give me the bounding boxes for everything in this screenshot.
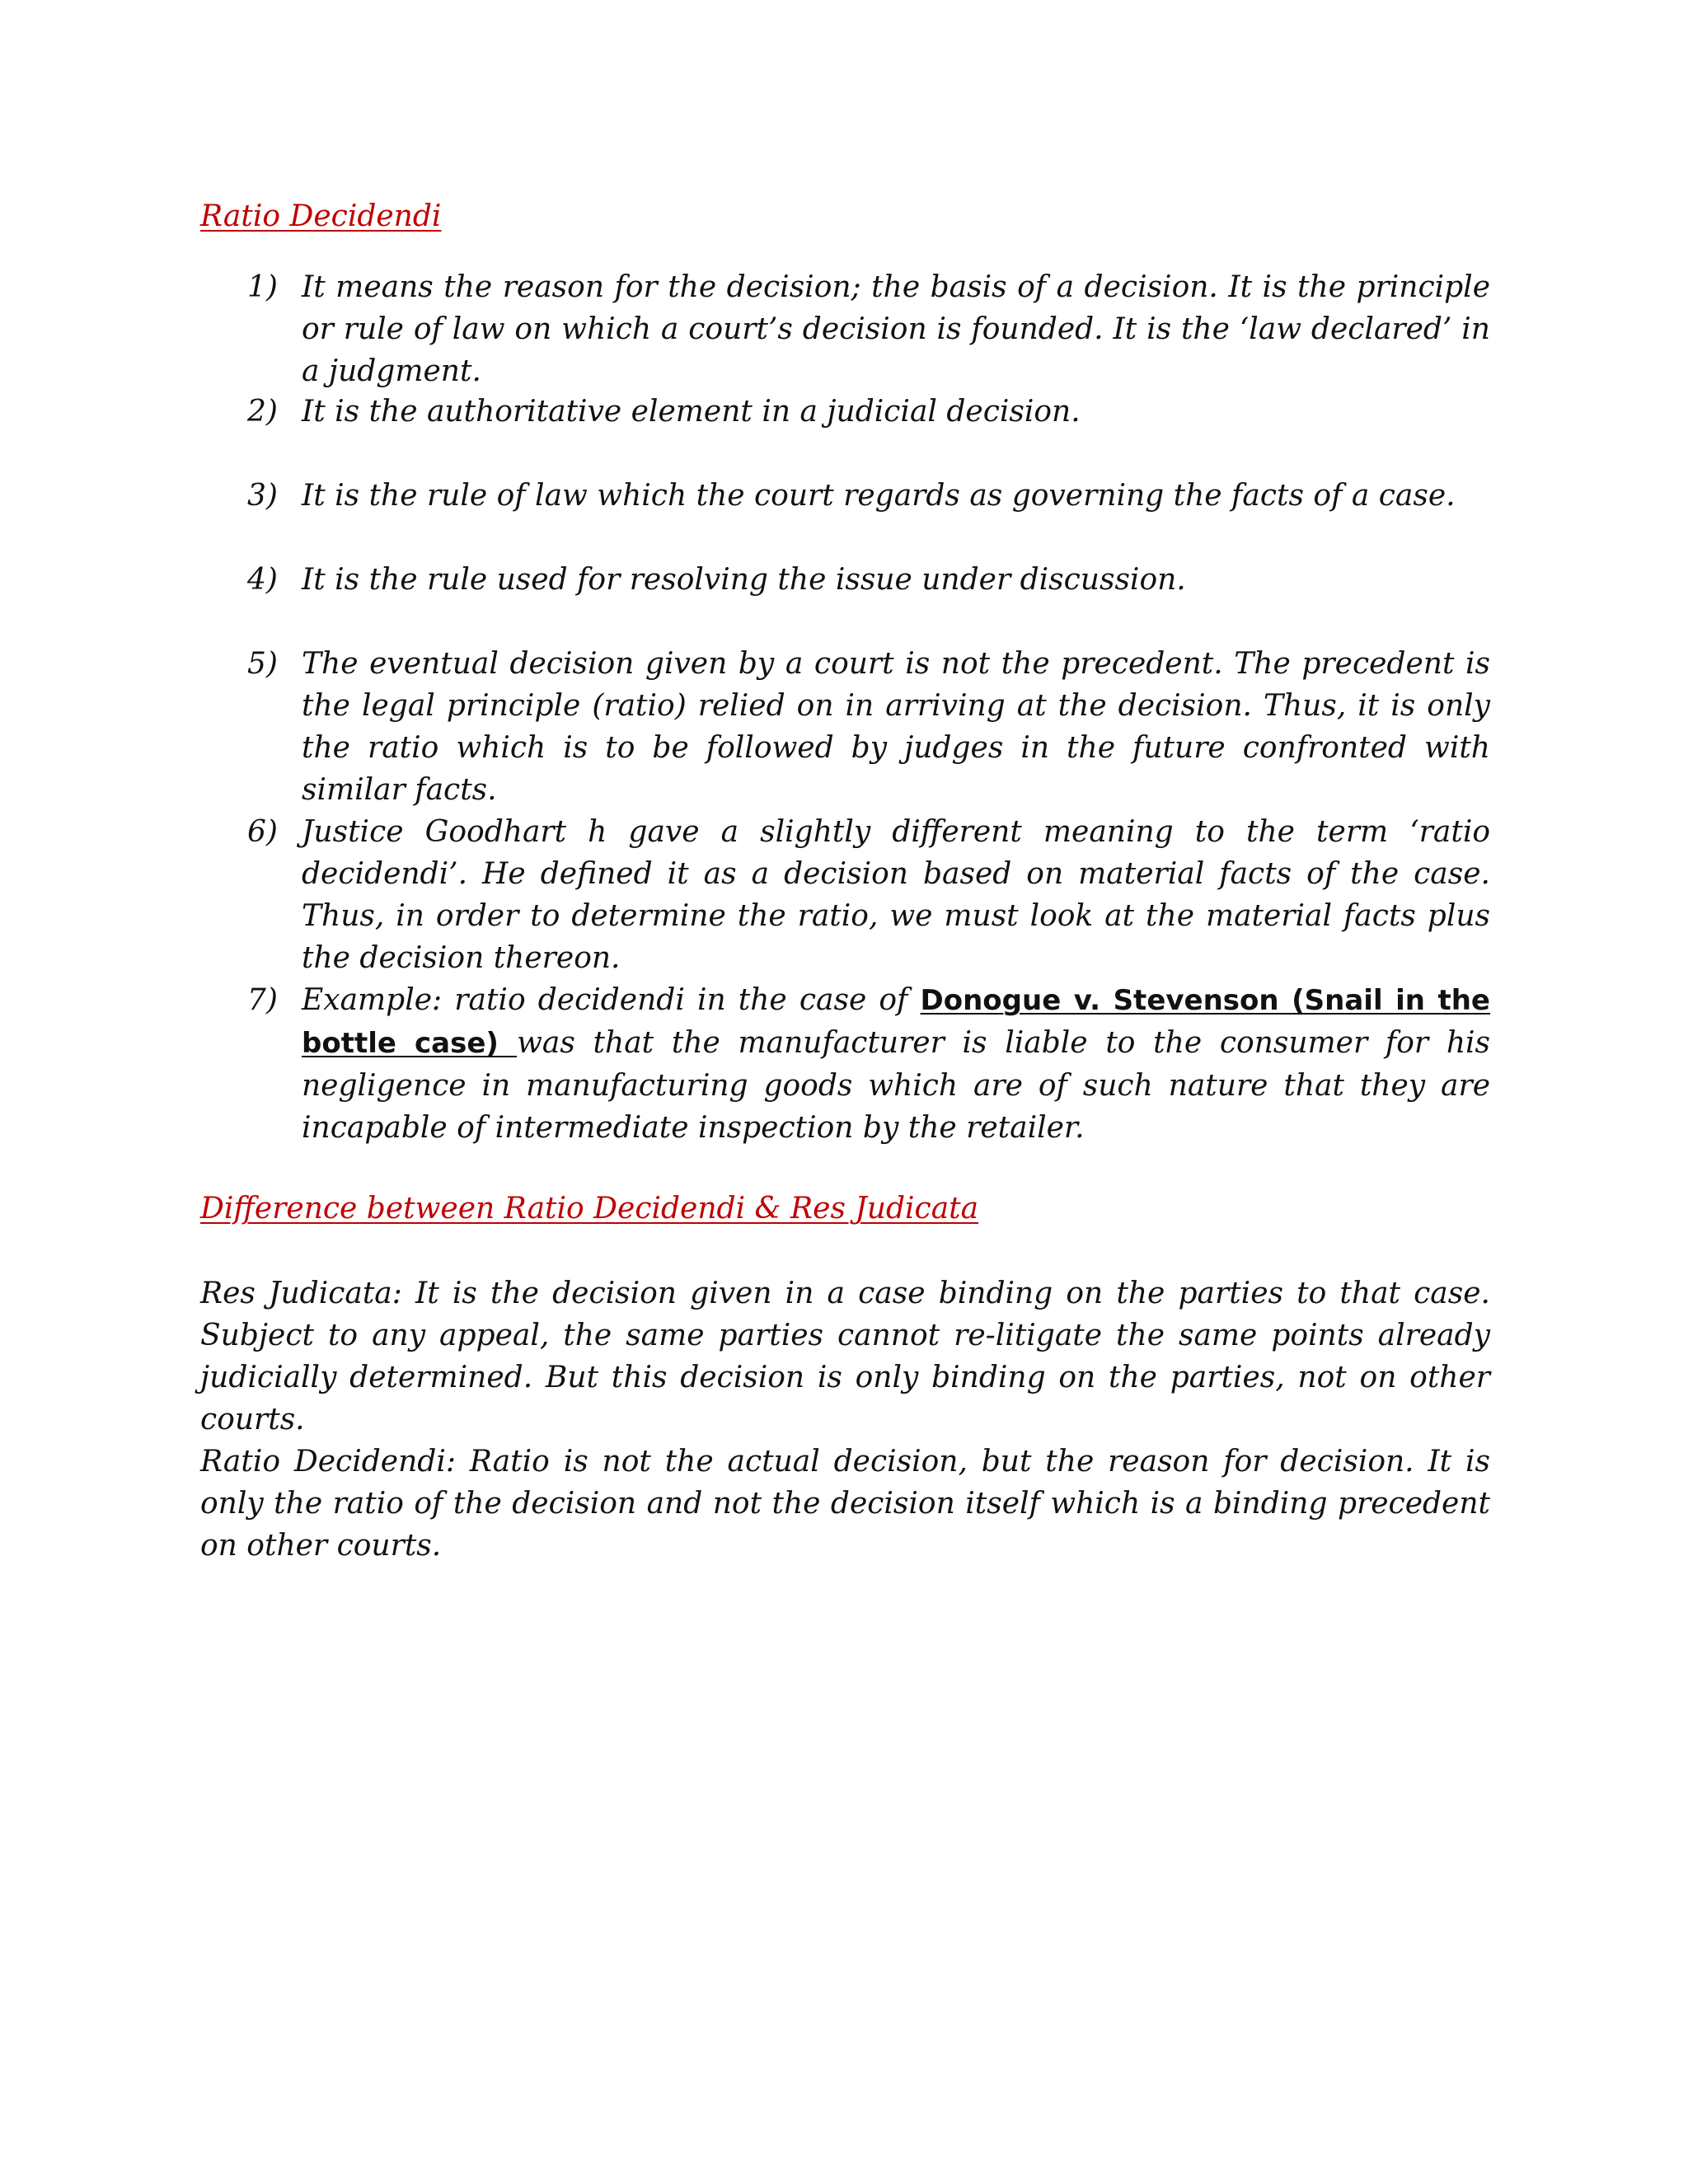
list-item-text	[302, 979, 1490, 1149]
list-item-number: 2)	[247, 395, 278, 429]
list-item-text: The eventual decision given by a court is not the precedent. The precedent is the legal principle (ratio) relied on in arriving at the decision. Thus, it is only the ratio which is to be followed by judges in the future confronted with similar facts.	[302, 647, 1490, 807]
paragraph-res-judicata: Res Judicata: It is the decision given in a case binding on the parties to that case. Subject to any appeal, the same parties cannot re-litigate the same points already judicially determined. But this decision is only binding on the parties, not on other courts.	[200, 1277, 1490, 1436]
section-heading-difference: Difference between Ratio Decidendi & Res Judicata	[200, 1192, 979, 1226]
list-item-3	[247, 475, 1490, 517]
list-item-6	[247, 811, 1490, 979]
list-item-text: Justice Goodhart h gave a slightly different meaning to the term ‘ratio decidendi’. He defined it as a decision based on material facts of the case. Thus, in order to determine the ratio, we must look at the material facts plus the decision thereon.	[302, 815, 1490, 975]
list-item-number: 6)	[247, 815, 278, 849]
list-item-5	[247, 643, 1490, 811]
list-item-1	[247, 266, 1490, 392]
list-item-2	[247, 391, 1490, 433]
list-item-number: 1)	[247, 270, 278, 304]
list-item-4	[247, 559, 1490, 601]
list-item-number: 5)	[247, 647, 278, 681]
paragraph-ratio-decidendi: Ratio Decidendi: Ratio is not the actual decision, but the reason for decision. It is only the ratio of the decision and not the decision itself which is a binding precedent on other courts.	[200, 1445, 1490, 1563]
list-item-number: 7)	[247, 983, 278, 1017]
list-item-text: It is the rule of law which the court regards as governing the facts of a case.	[302, 479, 1456, 513]
section-heading-ratio-decidendi: Ratio Decidendi	[200, 199, 442, 233]
list-item-text: It means the reason for the decision; the basis of a decision. It is the principle or rule of law on which a court’s decision is founded. It is the ‘law declared’ in a judgment.	[302, 270, 1490, 388]
example-prefix: Example: ratio decidendi in the case of	[302, 983, 921, 1017]
list-item-text: It is the rule used for resolving the issue under discussion.	[302, 563, 1186, 597]
list-item-number: 4)	[247, 563, 278, 597]
list-item-number: 3)	[247, 479, 278, 513]
list-item-7	[247, 979, 1490, 1149]
case-name-link: Donogue v. Stevenson (Snail in the bottle case)	[302, 984, 1490, 1060]
example-suffix: was that the manufacturer is liable to the consumer for his negligence in manufacturing goods which are of such nature that they are incapable of intermediate inspection by the retailer.	[302, 1026, 1490, 1145]
list-item-text: It is the authoritative element in a judicial decision.	[302, 395, 1081, 429]
